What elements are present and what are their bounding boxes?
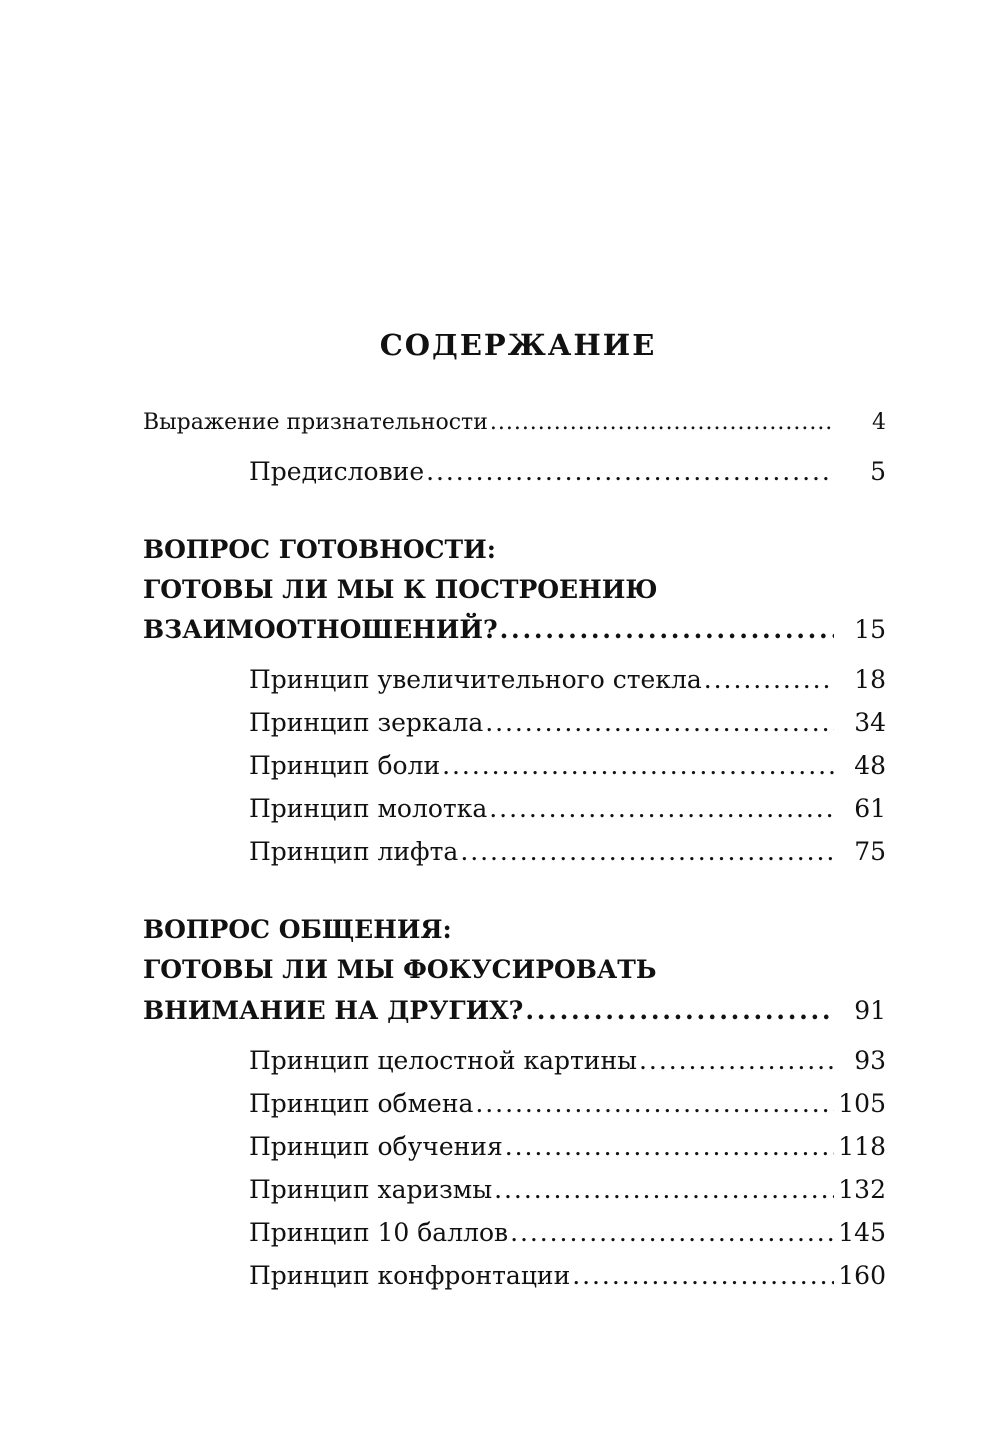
toc-entry-label: Принцип молотка xyxy=(249,794,488,823)
section-page: 91 xyxy=(854,996,886,1025)
dot-leader xyxy=(494,1170,834,1210)
toc-entry-page: 118 xyxy=(838,1132,886,1161)
dot-leader xyxy=(490,403,834,443)
toc-entry-label: Принцип зеркала xyxy=(249,708,484,737)
toc-entry[interactable] xyxy=(249,703,886,743)
dot-leader xyxy=(460,832,834,872)
toc-entry[interactable] xyxy=(249,746,886,786)
dot-leader xyxy=(505,1127,834,1167)
section-page: 15 xyxy=(854,615,886,644)
dot-leader xyxy=(704,660,834,700)
toc-entry[interactable] xyxy=(249,1084,886,1124)
toc-entry-acknowledgements[interactable] xyxy=(143,403,886,443)
dot-leader xyxy=(426,452,834,492)
toc-entry-page: 5 xyxy=(870,457,886,486)
toc-entry-page: 61 xyxy=(854,794,886,823)
toc-entry-label: Принцип обучения xyxy=(249,1132,503,1161)
toc-entry-label: Принцип лифта xyxy=(249,837,459,866)
toc-entry-page: 18 xyxy=(854,665,886,694)
toc-entry[interactable] xyxy=(249,1213,886,1253)
dot-leader xyxy=(572,1256,834,1296)
dot-leader xyxy=(489,789,834,829)
dot-leader xyxy=(525,991,834,1031)
toc-entry-page: 145 xyxy=(838,1218,886,1247)
toc-entry[interactable] xyxy=(249,789,886,829)
section-heading-line: ВОПРОС ГОТОВНОСТИ: xyxy=(143,535,496,564)
section-heading-line: ГОТОВЫ ЛИ МЫ К ПОСТРОЕНИЮ xyxy=(143,575,658,604)
section-heading-last: ВЗАИМООТНОШЕНИЙ? xyxy=(143,615,498,644)
toc-entry-label: Принцип боли xyxy=(249,751,441,780)
toc-entry-preface[interactable] xyxy=(249,452,886,492)
toc-entry-page: 93 xyxy=(854,1046,886,1075)
toc-entry[interactable] xyxy=(249,1127,886,1167)
toc-entry-label: Принцип обмена xyxy=(249,1089,474,1118)
dot-leader xyxy=(510,1213,834,1253)
toc-entry[interactable] xyxy=(249,1256,886,1296)
toc-section-readiness[interactable] xyxy=(143,610,886,650)
toc-entry[interactable] xyxy=(249,1170,886,1210)
toc-entry-page: 160 xyxy=(838,1261,886,1290)
dot-leader xyxy=(639,1041,834,1081)
toc-entry-label: Принцип конфронтации xyxy=(249,1261,571,1290)
dot-leader xyxy=(442,746,834,786)
toc-entry[interactable] xyxy=(249,660,886,700)
section-heading-last: ВНИМАНИЕ НА ДРУГИХ? xyxy=(143,996,524,1025)
dot-leader xyxy=(475,1084,834,1124)
dot-leader xyxy=(500,610,834,650)
toc-entry-page: 105 xyxy=(838,1089,886,1118)
dot-leader xyxy=(485,703,834,743)
toc-entry-label: Принцип харизмы xyxy=(249,1175,493,1204)
page-title: СОДЕРЖАНИЕ xyxy=(379,328,657,362)
toc-entry-label: Принцип увеличительного стекла xyxy=(249,665,702,694)
toc-entry-label: Выражение признательности xyxy=(143,410,488,435)
toc-entry-page: 75 xyxy=(854,837,886,866)
toc-entry[interactable] xyxy=(249,832,886,872)
toc-entry-page: 48 xyxy=(854,751,886,780)
toc-entry-label: Принцип 10 баллов xyxy=(249,1218,509,1247)
toc-section-communication[interactable] xyxy=(143,991,886,1031)
toc-entry[interactable] xyxy=(249,1041,886,1081)
section-heading-line: ВОПРОС ОБЩЕНИЯ: xyxy=(143,915,452,944)
toc-entry-page: 132 xyxy=(838,1175,886,1204)
toc-entry-label: Предисловие xyxy=(249,457,425,486)
toc-entry-label: Принцип целостной картины xyxy=(249,1046,638,1075)
toc-entry-page: 4 xyxy=(872,410,886,435)
toc-entry-page: 34 xyxy=(854,708,886,737)
section-heading-line: ГОТОВЫ ЛИ МЫ ФОКУСИРОВАТЬ xyxy=(143,955,657,984)
